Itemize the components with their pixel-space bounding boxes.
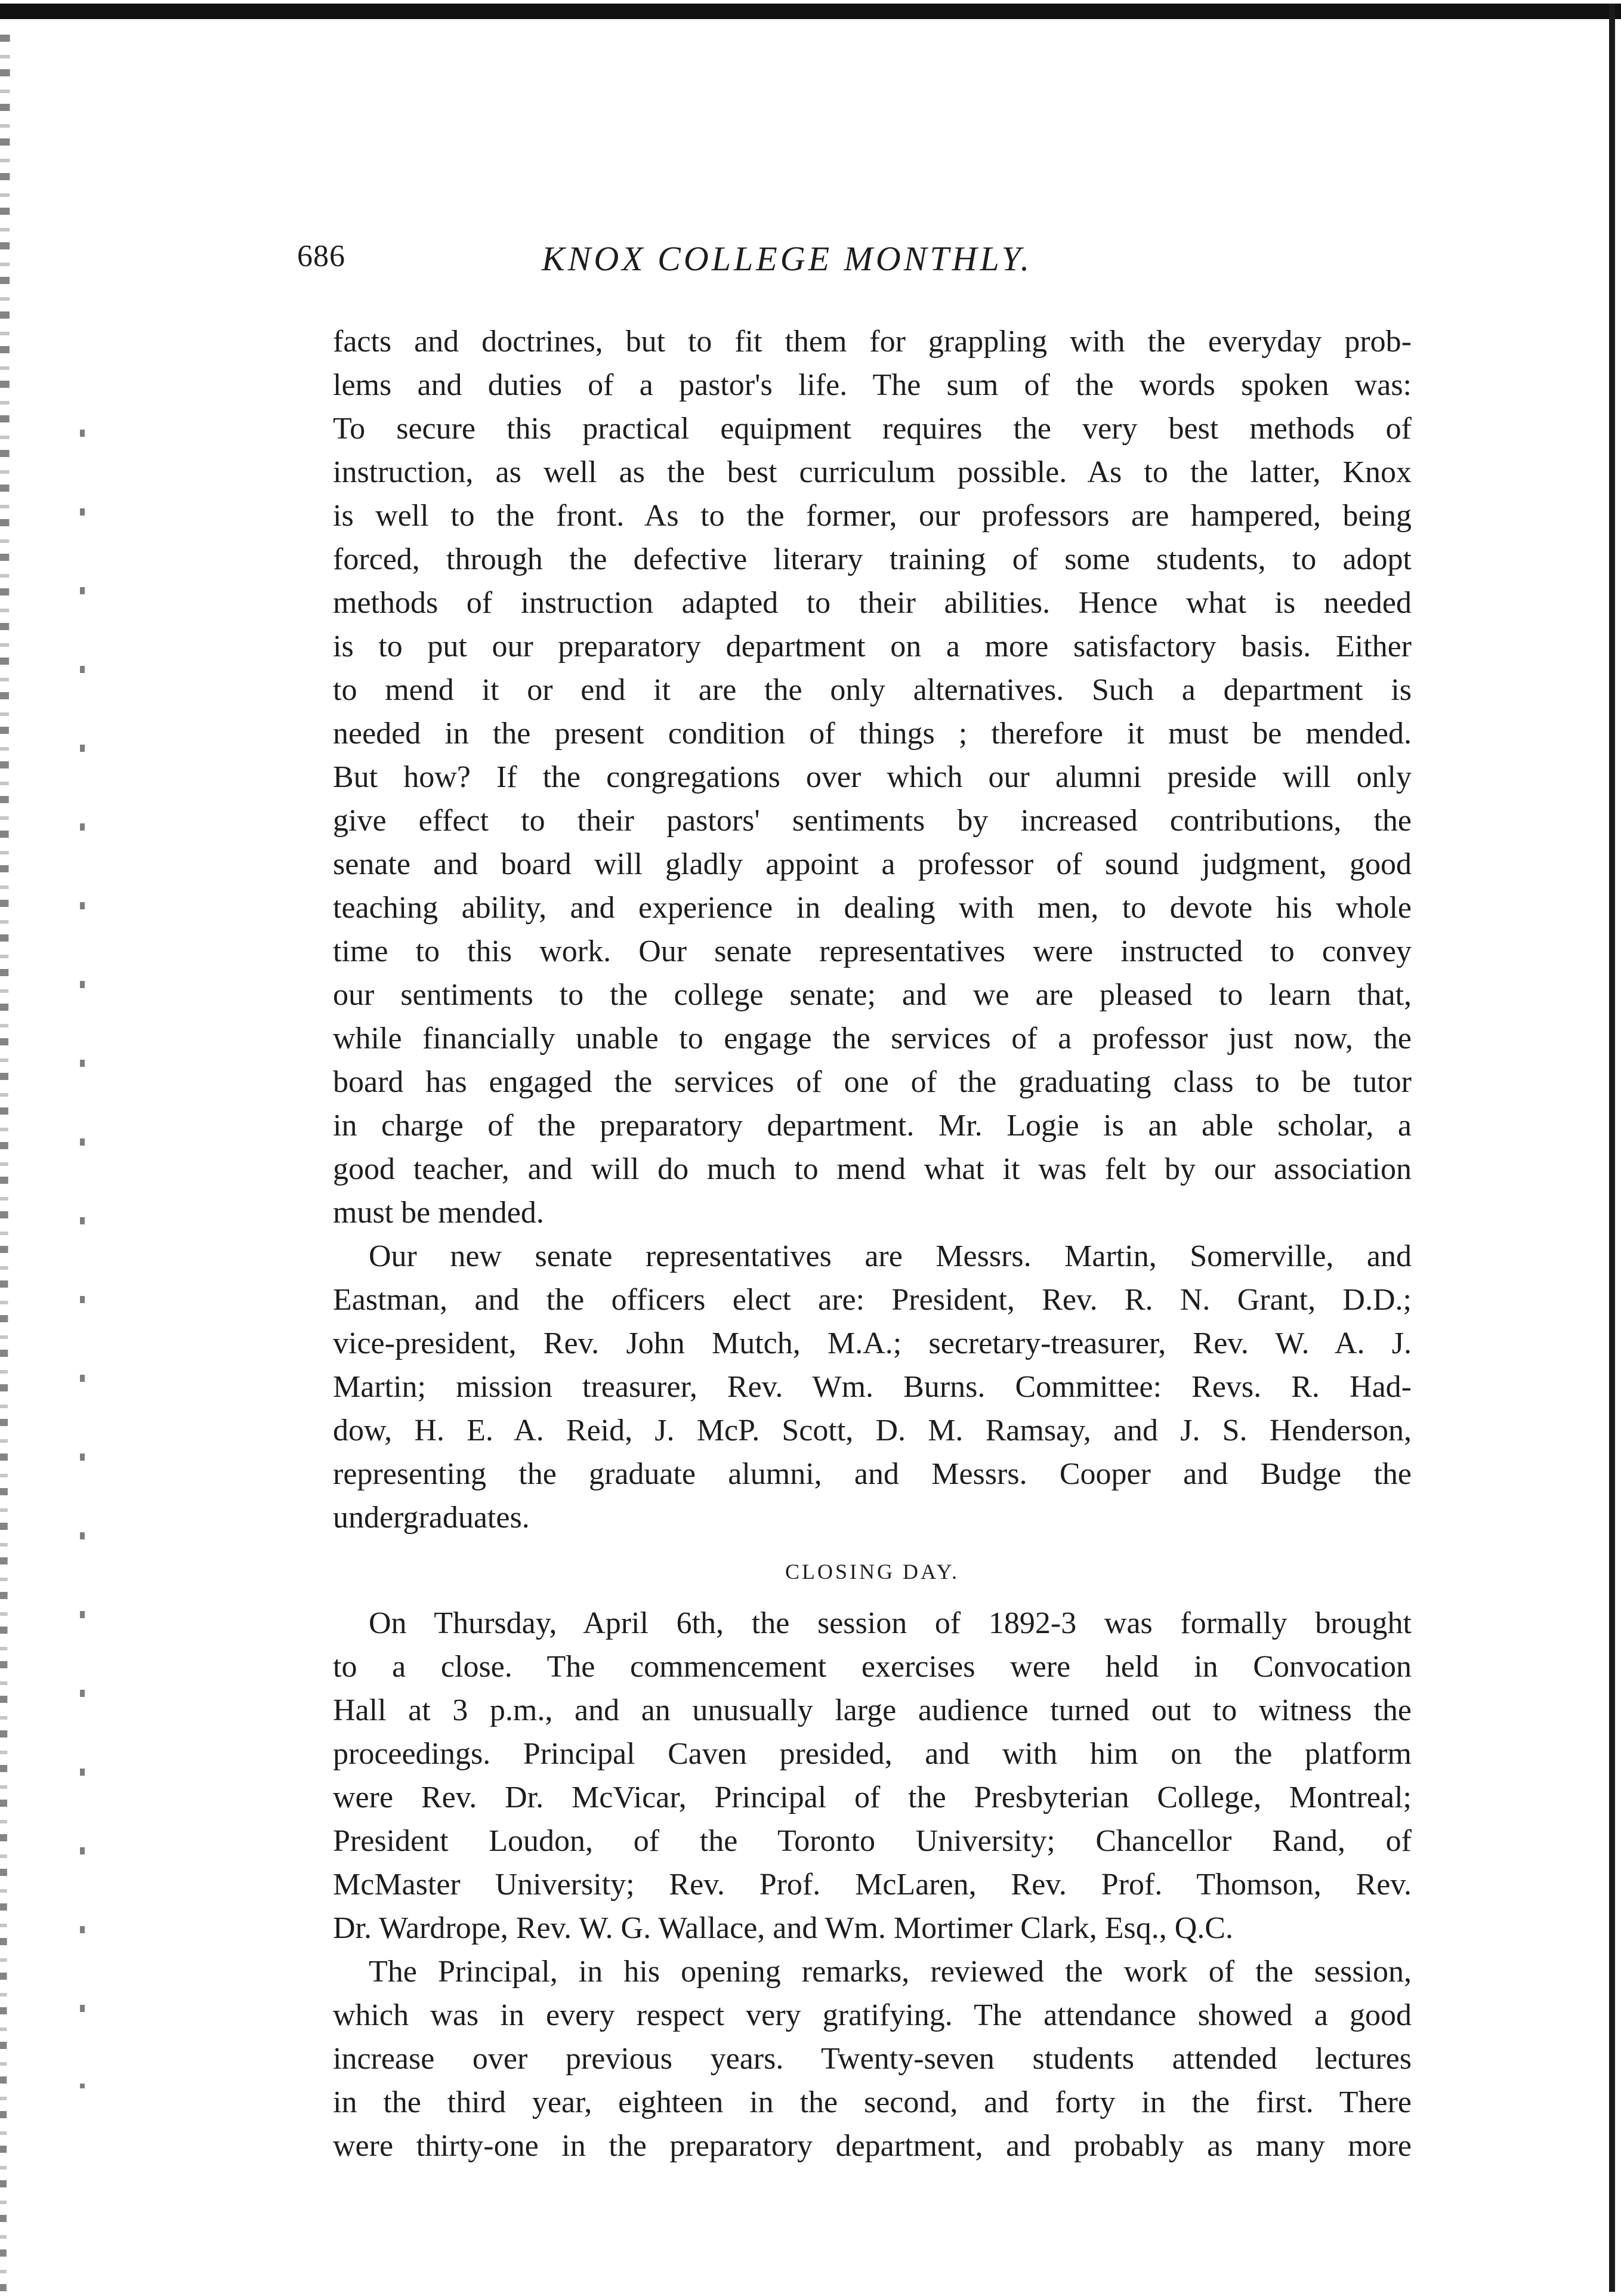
- paragraph: [333, 1601, 1412, 1950]
- paragraph: [333, 1950, 1412, 2168]
- page-top-border: [0, 4, 1621, 19]
- page-right-border: [1609, 4, 1615, 2292]
- text-line: is well to the front. As to the former, our professors are hampered, being: [333, 499, 1412, 533]
- section-heading: CLOSING DAY.: [785, 1560, 960, 1584]
- paragraph: [333, 320, 1412, 1235]
- text-line: lems and duties of a pastor's life. The sum of the words spoken was:: [333, 368, 1412, 402]
- text-line: senate and board will gladly appoint a professor of sound judgment, good: [333, 847, 1412, 881]
- text-line: dow, H. E. A. Reid, J. McP. Scott, D. M. Ramsay, and J. S. Henderson,: [333, 1414, 1412, 1448]
- text-line: The Principal, in his opening remarks, reviewed the work of the session,: [369, 1955, 1412, 1989]
- text-line: facts and doctrines, but to fit them for grappling with the everyday prob-: [333, 325, 1412, 359]
- text-line: which was in every respect very gratifying. The attendance showed a good: [333, 1998, 1412, 2032]
- text-line: in the third year, eighteen in the second, and forty in the first. There: [333, 2085, 1412, 2119]
- text-line: board has engaged the services of one of the graduating class to be tutor: [333, 1065, 1412, 1099]
- text-line: good teacher, and will do much to mend what it was felt by our association: [333, 1152, 1412, 1186]
- text-line: instruction, as well as the best curriculum possible. As to the latter, Knox: [333, 455, 1412, 489]
- text-line: is to put our preparatory department on a more satisfactory basis. Either: [333, 629, 1412, 664]
- text-line: in charge of the preparatory department. Mr. Logie is an able scholar, a: [333, 1109, 1412, 1143]
- text-line: needed in the present condition of things ; therefore it must be mended.: [333, 717, 1412, 751]
- running-head: KNOX COLLEGE MONTHLY.: [542, 239, 1033, 278]
- text-line: give effect to their pastors' sentiments by increased contributions, the: [333, 804, 1412, 838]
- text-line: Dr. Wardrope, Rev. W. G. Wallace, and Wm. Mortimer Clark, Esq., Q.C.: [333, 1911, 1233, 1945]
- text-line: were thirty-one in the preparatory department, and probably as many more: [333, 2129, 1412, 2163]
- text-line: To secure this practical equipment requires the very best methods of: [333, 412, 1412, 446]
- text-line: Eastman, and the officers elect are: President, Rev. R. N. Grant, D.D.;: [333, 1283, 1412, 1317]
- text-line: representing the graduate alumni, and Messrs. Cooper and Budge the: [333, 1457, 1412, 1491]
- binding-edge: [0, 24, 36, 2291]
- paragraph: [333, 1235, 1412, 1539]
- text-line: teaching ability, and experience in dealing with men, to devote his whole: [333, 891, 1412, 925]
- text-line: our sentiments to the college senate; and we are pleased to learn that,: [333, 978, 1412, 1012]
- text-line: On Thursday, April 6th, the session of 1892-3 was formally brought: [369, 1606, 1412, 1640]
- text-line: President Loudon, of the Toronto University; Chancellor Rand, of: [333, 1824, 1412, 1858]
- text-line: But how? If the congregations over which our alumni preside will only: [333, 760, 1412, 794]
- page-header: [297, 239, 1419, 286]
- text-line: methods of instruction adapted to their abilities. Hence what is needed: [333, 586, 1412, 620]
- text-line: time to this work. Our senate representatives were instructed to convey: [333, 934, 1412, 968]
- page-number: 686: [297, 239, 345, 273]
- text-line: forced, through the defective literary training of some students, to adopt: [333, 542, 1412, 576]
- text-line: to mend it or end it are the only alternatives. Such a department is: [333, 673, 1412, 707]
- text-line: while financially unable to engage the services of a professor just now, the: [333, 1022, 1412, 1056]
- text-line: McMaster University; Rev. Prof. McLaren, Rev. Prof. Thomson, Rev.: [333, 1868, 1412, 1902]
- margin-marks: [80, 358, 85, 2088]
- text-line: proceedings. Principal Caven presided, and with him on the platform: [333, 1737, 1412, 1771]
- text-line: Hall at 3 p.m., and an unusually large audience turned out to witness the: [333, 1693, 1412, 1727]
- text-line: to a close. The commencement exercises were held in Convocation: [333, 1650, 1412, 1684]
- text-line: Martin; mission treasurer, Rev. Wm. Burns. Committee: Revs. R. Had-: [333, 1370, 1412, 1404]
- text-line: were Rev. Dr. McVicar, Principal of the Presbyterian College, Montreal;: [333, 1780, 1412, 1814]
- text-line: Our new senate representatives are Messrs. Martin, Somerville, and: [369, 1239, 1412, 1273]
- text-line: vice-president, Rev. John Mutch, M.A.; secretary-treasurer, Rev. W. A. J.: [333, 1326, 1412, 1360]
- article-body: [333, 320, 1412, 2168]
- text-line: increase over previous years. Twenty-seven students attended lectures: [333, 2042, 1412, 2076]
- text-line: undergraduates.: [333, 1501, 530, 1535]
- text-line: must be mended.: [333, 1196, 544, 1230]
